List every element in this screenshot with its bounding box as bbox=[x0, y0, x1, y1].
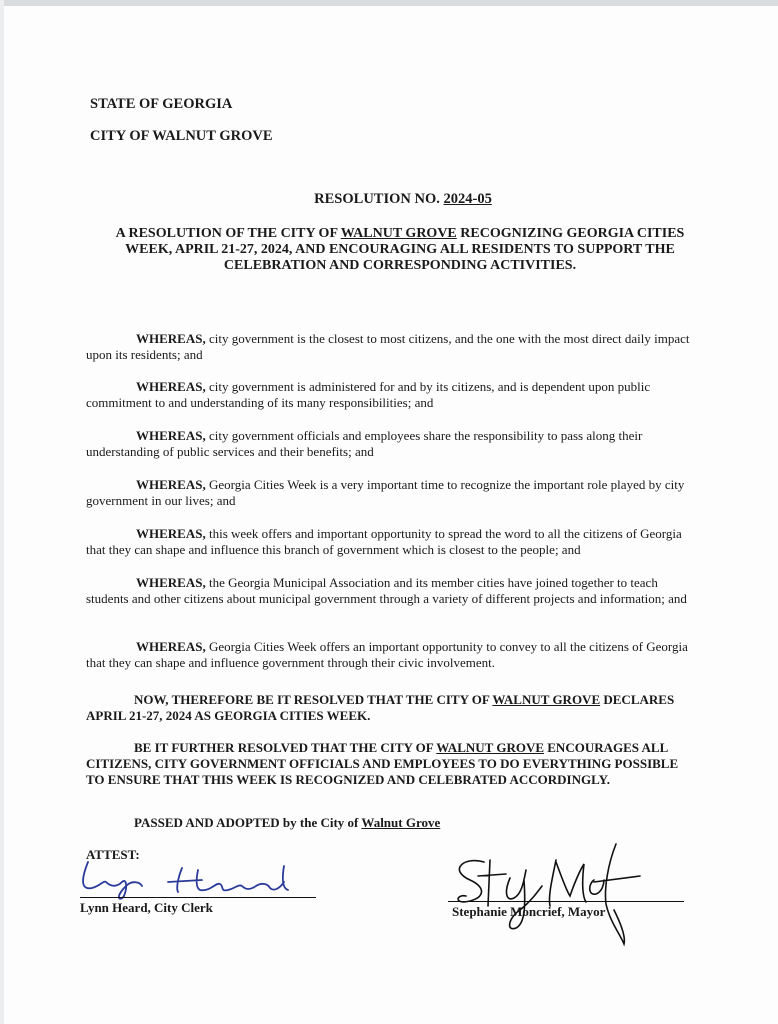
whereas-text: the Georgia Municipal Association and its member cities have joined together to teach students and other citizens about municipal government through a variety of different projects and information; and bbox=[86, 575, 687, 606]
further-resolved-paragraph bbox=[86, 740, 692, 788]
whereas-paragraph-1 bbox=[86, 331, 692, 363]
attest-label: ATTEST: bbox=[86, 847, 140, 862]
whereas-text: city government officials and employees share the responsibility to pass along their understanding of public services and their benefits; and bbox=[86, 428, 643, 459]
further-part1: BE IT FURTHER RESOLVED THAT THE CITY OF bbox=[134, 740, 437, 755]
passed-city: Walnut Grove bbox=[361, 815, 441, 830]
resolution-number-heading bbox=[0, 191, 778, 208]
whereas-paragraph-5 bbox=[86, 526, 692, 558]
mayor-signature-line bbox=[448, 901, 684, 902]
whereas-text: city government is administered for and by its citizens, and is dependent upon public commitment to and understanding of its many responsibilities; and bbox=[86, 379, 651, 410]
mayor-signature bbox=[444, 840, 654, 950]
whereas-label: WHEREAS, bbox=[136, 575, 206, 590]
whereas-label: WHEREAS, bbox=[136, 526, 206, 541]
city-heading: CITY OF WALNUT GROVE bbox=[90, 128, 273, 144]
whereas-paragraph-2 bbox=[86, 379, 692, 411]
whereas-label: WHEREAS, bbox=[136, 379, 206, 394]
title-part2: RECOGNIZING GEORGIA CITIES WEEK, APRIL 21-27, 2024, AND ENCOURAGING ALL RESIDENTS TO SUPPORT THE CELEBRATION AND CORRESPONDING ACTIVITIES. bbox=[125, 226, 685, 273]
passed-text: PASSED AND ADOPTED by the City of bbox=[134, 815, 362, 830]
whereas-paragraph-4 bbox=[86, 477, 692, 509]
scan-edge-left bbox=[0, 0, 4, 1024]
whereas-label: WHEREAS, bbox=[136, 477, 206, 492]
resolved-part1: NOW, THEREFORE BE IT RESOLVED THAT THE CITY OF bbox=[134, 692, 493, 707]
mayor-caption: Stephanie Moncrief, Mayor bbox=[452, 904, 606, 919]
whereas-label: WHEREAS, bbox=[136, 331, 206, 346]
resolved-part2: DECLARES APRIL 21-27, 2024 AS GEORGIA CITIES WEEK. bbox=[86, 692, 675, 723]
resolution-number-label: RESOLUTION NO. bbox=[314, 191, 444, 207]
resolution-number: 2024-05 bbox=[443, 191, 492, 207]
resolution-title bbox=[110, 226, 690, 274]
further-part2: ENCOURAGES ALL CITIZENS, CITY GOVERNMENT OFFICIALS AND EMPLOYEES TO DO EVERYTHING POSSIBLE TO ENSURE THAT THIS WEEK IS RECOGNIZED AND CELEBRATED ACCORDINGLY. bbox=[86, 740, 679, 787]
clerk-signature-line bbox=[80, 897, 316, 898]
scan-edge-top bbox=[0, 0, 778, 6]
whereas-label: WHEREAS, bbox=[136, 428, 206, 443]
state-heading: STATE OF GEORGIA bbox=[90, 96, 233, 112]
whereas-text: Georgia Cities Week is a very important time to recognize the important role played by city government in our lives; and bbox=[86, 477, 685, 508]
whereas-paragraph-6 bbox=[86, 575, 692, 607]
resolved-paragraph bbox=[86, 692, 692, 724]
whereas-text: this week offers and important opportunity to spread the word to all the citizens of Georgia that they can shape and influence this branch of government which is closest to the people; and bbox=[86, 526, 682, 557]
whereas-paragraph-7 bbox=[86, 639, 692, 671]
clerk-signature bbox=[70, 852, 310, 902]
whereas-text: Georgia Cities Week offers an important opportunity to convey to all the citizens of Georgia that they can shape and influence government through their civic involvement. bbox=[86, 639, 688, 670]
title-city: WALNUT GROVE bbox=[340, 226, 457, 241]
resolved-city: WALNUT GROVE bbox=[492, 692, 601, 707]
passed-adopted-line bbox=[134, 815, 440, 831]
whereas-paragraph-3 bbox=[86, 428, 692, 460]
title-part1: A RESOLUTION OF THE CITY OF bbox=[115, 226, 341, 241]
clerk-caption: Lynn Heard, City Clerk bbox=[80, 900, 213, 915]
whereas-label: WHEREAS, bbox=[136, 639, 206, 654]
whereas-text: city government is the closest to most citizens, and the one with the most direct daily impact upon its residents; and bbox=[86, 331, 690, 362]
further-city: WALNUT GROVE bbox=[436, 740, 545, 755]
